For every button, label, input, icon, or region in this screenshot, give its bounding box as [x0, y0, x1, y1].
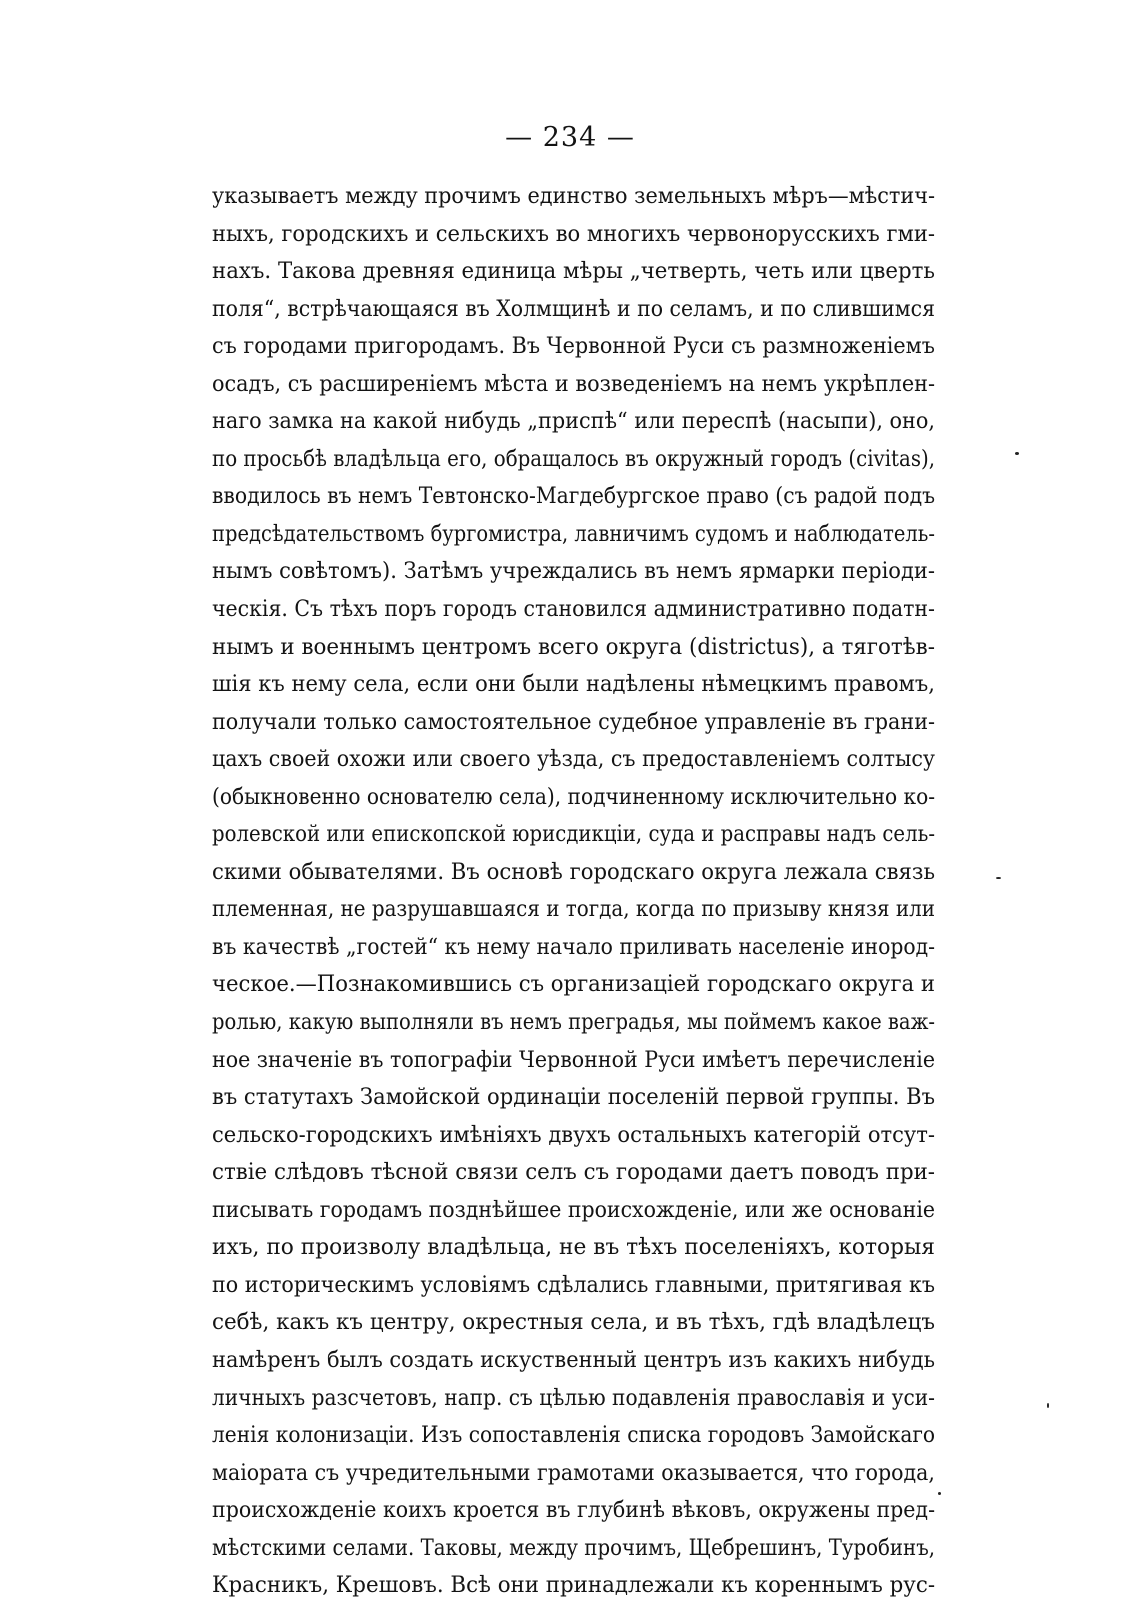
- text-line: ролевской или епископской юрисдикціи, суда и расправы надъ сель-: [212, 822, 935, 848]
- text-line: Красникъ, Крешовъ. Всѣ они принадлежали къ кореннымъ рус-: [212, 1573, 936, 1599]
- text-line: ленія колонизаціи. Изъ сопоставленія списка городовъ Замойскаго: [212, 1423, 936, 1449]
- text-line: вводилось въ немъ Тевтонско-Магдебургское право (съ радой подъ: [212, 484, 936, 510]
- text-line: происхожденіе коихъ кроется въ глубинѣ вѣковъ, окружены пред-: [212, 1498, 936, 1524]
- text-line: наго замка на какой нибудь „приспѣ“ или переспѣ (насыпи), оно,: [212, 409, 936, 435]
- text-line: нымъ совѣтомъ). Затѣмъ учреждались въ немъ ярмарки періоди-: [212, 559, 935, 585]
- text-line: ролью, какую выполняли въ немъ преградья, мы поймемъ какое важ-: [212, 1010, 936, 1036]
- text-line: получали только самостоятельное судебное управленіе въ грани-: [212, 709, 936, 735]
- text-line: по историческимъ условіямъ сдѣлались главными, притягивая къ: [212, 1272, 936, 1298]
- text-line: шія къ нему села, если они были надѣлены нѣмецкимъ правомъ,: [212, 672, 935, 698]
- text-line: въ качествѣ „гостей“ къ нему начало приливать населеніе инород-: [212, 934, 936, 960]
- text-line: маіората съ учредительными грамотами оказывается, что города,: [212, 1460, 935, 1486]
- text-line: съ городами пригородамъ. Въ Червонной Руси съ размноженіемъ: [212, 334, 935, 360]
- scan-speck: [1047, 1403, 1049, 1408]
- scan-speck: [938, 1492, 941, 1495]
- text-line: ное значеніе въ топографіи Червонной Руси имѣетъ перечисленіе: [212, 1047, 936, 1073]
- scan-speck: [996, 877, 1001, 879]
- text-line: въ статутахъ Замойской ординаціи поселеній первой группы. Въ: [212, 1085, 935, 1111]
- text-line: сельско-городскихъ имѣніяхъ двухъ остальныхъ категорій отсут-: [212, 1122, 936, 1148]
- text-line: предсѣдательствомъ бургомистра, лавничимъ судомъ и наблюдатель-: [212, 521, 935, 547]
- text-line: писывать городамъ позднѣйшее происхожденіе, или же основаніе: [212, 1197, 935, 1223]
- text-line: по просьбѣ владѣльца его, обращалось въ окружный городъ (civitas),: [212, 446, 936, 472]
- text-line: ихъ, по произволу владѣльца, не въ тѣхъ поселеніяхъ, которыя: [212, 1235, 935, 1261]
- text-line: намѣренъ былъ создать искуственный центръ изъ какихъ нибудь: [212, 1347, 936, 1373]
- text-line: ныхъ, городскихъ и сельскихъ во многихъ червонорусскихъ гми-: [212, 221, 936, 247]
- text-line: нымъ и военнымъ центромъ всего округа (districtus), а тяготѣв-: [212, 634, 935, 660]
- scan-speck: [1015, 452, 1019, 455]
- text-line: племенная, не разрушавшаяся и тогда, когда по призыву князя или: [212, 897, 936, 923]
- text-line: скими обывателями. Въ основѣ городскаго округа лежала связь: [212, 859, 936, 885]
- body-text: [212, 178, 935, 1605]
- text-line: мѣстскими селами. Таковы, между прочимъ, Щебрешинъ, Туробинъ,: [212, 1535, 936, 1561]
- text-line: себѣ, какъ къ центру, окрестныя села, и въ тѣхъ, гдѣ владѣлецъ: [212, 1310, 935, 1336]
- page-number: — 234 —: [505, 122, 635, 153]
- text-line: нахъ. Такова древняя единица мѣры „четверть, четь или цверть: [212, 259, 936, 285]
- text-line: ческое.—Познакомившись съ организаціей городскаго округа и: [212, 972, 936, 998]
- text-line: ческія. Съ тѣхъ поръ городъ становился административно податн-: [212, 597, 935, 623]
- text-line: цахъ своей охожи или своего уѣзда, съ предоставленіемъ солтысу: [212, 747, 936, 773]
- text-line: указываетъ между прочимъ единство земельныхъ мѣръ—мѣстич-: [212, 184, 936, 209]
- text-line: осадъ, съ расширеніемъ мѣста и возведеніемъ на немъ укрѣплен-: [212, 371, 936, 397]
- text-line: личныхъ разсчетовъ, напр. съ цѣлью подавленія православія и уси-: [212, 1385, 935, 1411]
- text-line: ствіе слѣдовъ тѣсной связи селъ съ городами даетъ поводъ при-: [212, 1160, 936, 1186]
- text-line: (обыкновенно основателю села), подчиненному исключительно ко-: [212, 784, 936, 810]
- text-line: поля“, встрѣчающаяся въ Холмщинѣ и по селамъ, и по слившимся: [212, 296, 936, 322]
